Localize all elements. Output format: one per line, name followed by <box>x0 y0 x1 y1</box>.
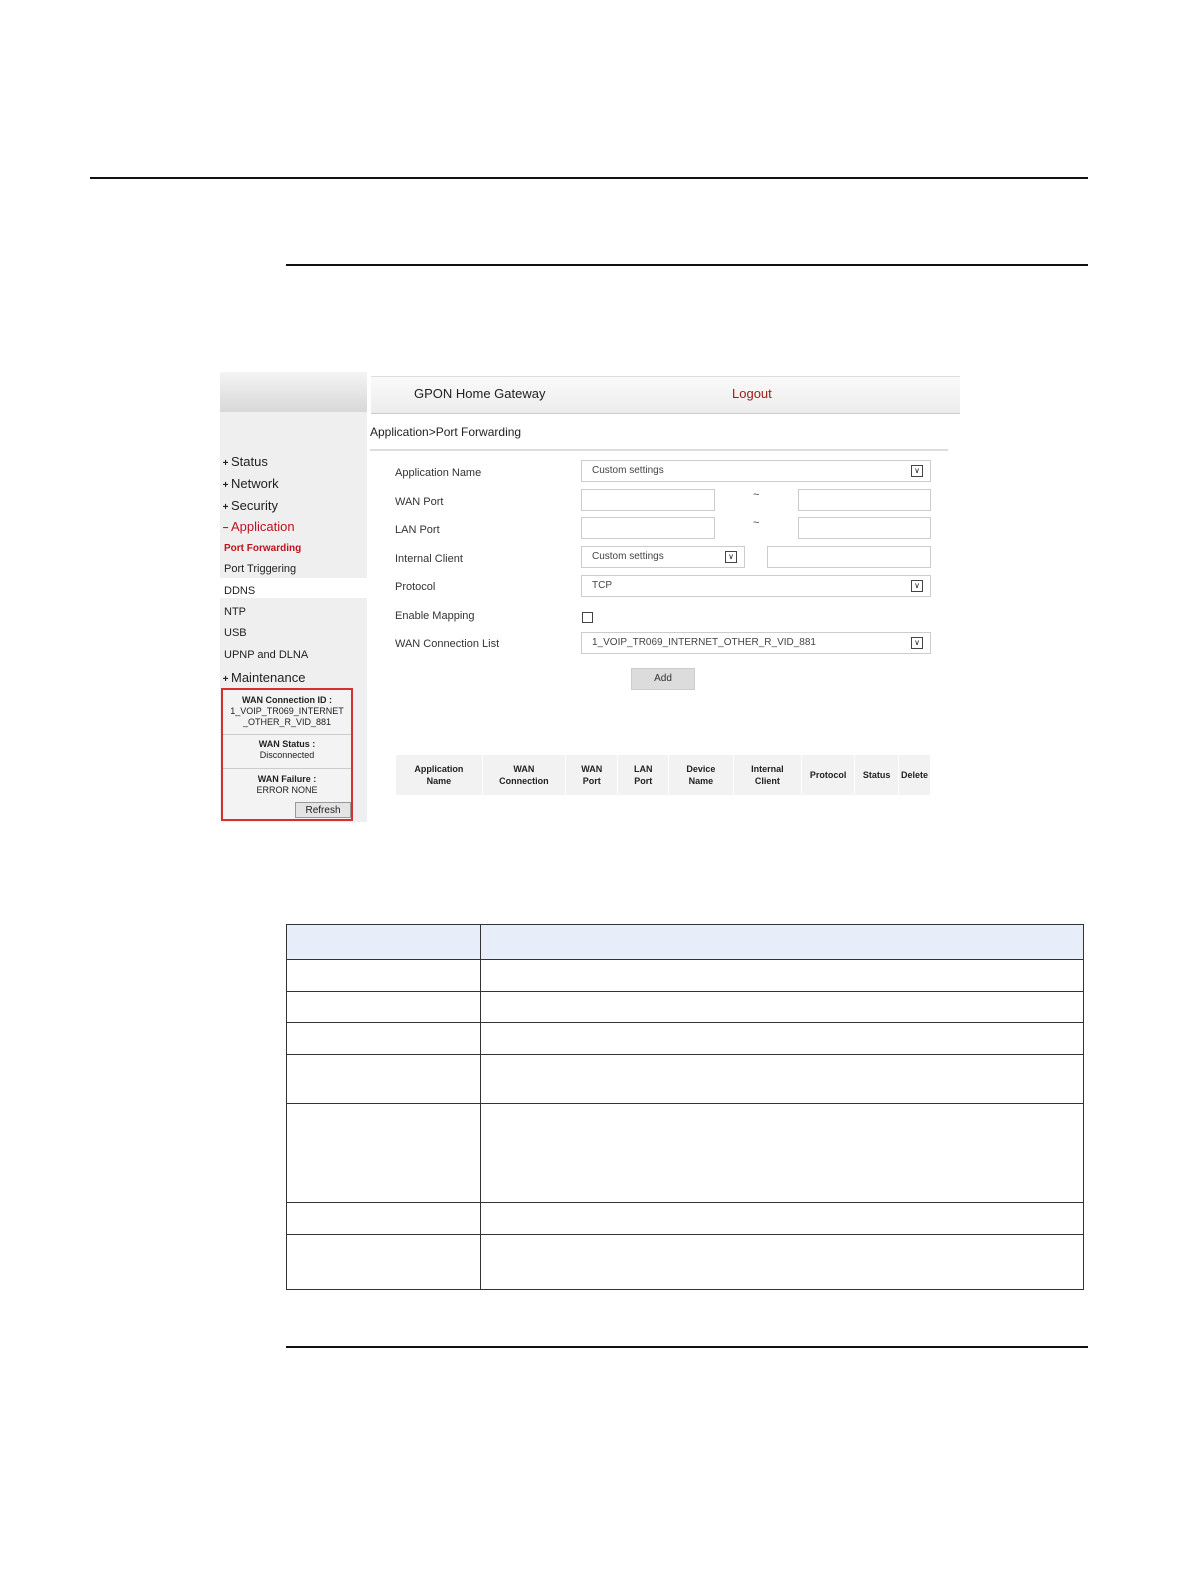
col-protocol: Protocol <box>801 755 854 795</box>
expand-icon: + <box>222 480 229 491</box>
chevron-down-icon: ∨ <box>911 580 923 592</box>
table-header-row <box>287 925 1084 960</box>
col-lan-port: LAN Port <box>618 755 668 795</box>
bottom-rule <box>286 1346 1088 1348</box>
wan-connection-list-select[interactable]: 1_VOIP_TR069_INTERNET_OTHER_R_VID_881 ∨ <box>581 632 931 654</box>
nav-maintenance[interactable]: + Maintenance <box>220 670 305 685</box>
table-row <box>287 1104 1084 1203</box>
expand-icon: + <box>222 502 229 513</box>
port-forwarding-table <box>396 755 931 795</box>
breadcrumb-divider <box>370 449 948 451</box>
expand-icon: + <box>222 674 229 685</box>
table-header-row <box>396 755 931 795</box>
table-row <box>287 1203 1084 1235</box>
wan-port-label: WAN Port <box>395 496 444 508</box>
nav-network[interactable]: + Network <box>220 476 279 491</box>
wan-port-start-input[interactable] <box>581 489 715 511</box>
subnav-port-triggering[interactable]: Port Triggering <box>224 563 297 575</box>
lan-port-label: LAN Port <box>395 524 440 536</box>
nav-security[interactable]: + Security <box>220 498 278 513</box>
gateway-title: GPON Home Gateway <box>414 386 546 401</box>
wan-connection-id: WAN Connection ID : 1_VOIP_TR069_INTERNET _OTHER_R_VID_881 <box>230 695 344 727</box>
wan-port-end-input[interactable] <box>798 489 931 511</box>
col-delete: Delete <box>898 755 930 795</box>
table-row <box>287 1055 1084 1104</box>
lan-port-start-input[interactable] <box>581 517 715 539</box>
chevron-down-icon: ∨ <box>911 637 923 649</box>
add-button[interactable]: Add <box>631 668 695 690</box>
col-wan-port: WAN Port <box>565 755 618 795</box>
gateway-header <box>371 376 960 414</box>
wan-status-box <box>221 688 353 821</box>
router-screenshot <box>220 372 960 822</box>
breadcrumb: Application>Port Forwarding <box>370 425 522 439</box>
wan-failure: WAN Failure : ERROR NONE <box>256 774 318 795</box>
col-wan-connection: WAN Connection <box>482 755 565 795</box>
internal-client-select[interactable]: Custom settings ∨ <box>581 546 745 568</box>
subnav-ddns[interactable]: DDNS <box>224 585 256 597</box>
subnav-port-forwarding[interactable]: Port Forwarding <box>224 543 302 554</box>
protocol-select[interactable]: TCP ∨ <box>581 575 931 597</box>
subnav-ntp[interactable]: NTP <box>224 606 246 618</box>
wan-connection-list-label: WAN Connection List <box>395 638 500 650</box>
col-internal-client: Internal Client <box>733 755 801 795</box>
protocol-label: Protocol <box>395 581 436 593</box>
col-status: Status <box>855 755 899 795</box>
chevron-down-icon: ∨ <box>725 551 737 563</box>
table-row <box>287 960 1084 992</box>
col-device-name: Device Name <box>668 755 733 795</box>
range-tilde: ~ <box>753 517 760 529</box>
parameter-table <box>286 924 1084 1290</box>
enable-mapping-label: Enable Mapping <box>395 610 475 622</box>
internal-client-input[interactable] <box>767 546 931 568</box>
table-row <box>287 992 1084 1023</box>
sidebar-logo-area <box>220 372 367 412</box>
table-row <box>287 1023 1084 1055</box>
top-rule <box>90 177 1088 179</box>
refresh-button[interactable]: Refresh <box>295 802 351 818</box>
range-tilde: ~ <box>753 489 760 501</box>
nav-status[interactable]: + Status <box>220 454 268 469</box>
chevron-down-icon: ∨ <box>911 465 923 477</box>
application-name-select[interactable]: Custom settings ∨ <box>581 460 931 482</box>
col-application-name: Application Name <box>396 755 482 795</box>
enable-mapping-checkbox[interactable] <box>582 612 593 623</box>
subnav-usb[interactable]: USB <box>224 627 247 639</box>
subnav-upnp-dlna[interactable]: UPNP and DLNA <box>224 649 309 661</box>
expand-icon: + <box>222 458 229 469</box>
application-name-label: Application Name <box>395 467 482 479</box>
collapse-icon: − <box>222 523 229 534</box>
section-rule <box>286 264 1088 266</box>
nav-application[interactable]: − Application <box>220 519 295 534</box>
wan-status: WAN Status : Disconnected <box>258 739 316 760</box>
lan-port-end-input[interactable] <box>798 517 931 539</box>
internal-client-label: Internal Client <box>395 553 463 565</box>
table-row <box>287 1235 1084 1290</box>
logout-link[interactable]: Logout <box>732 386 772 401</box>
